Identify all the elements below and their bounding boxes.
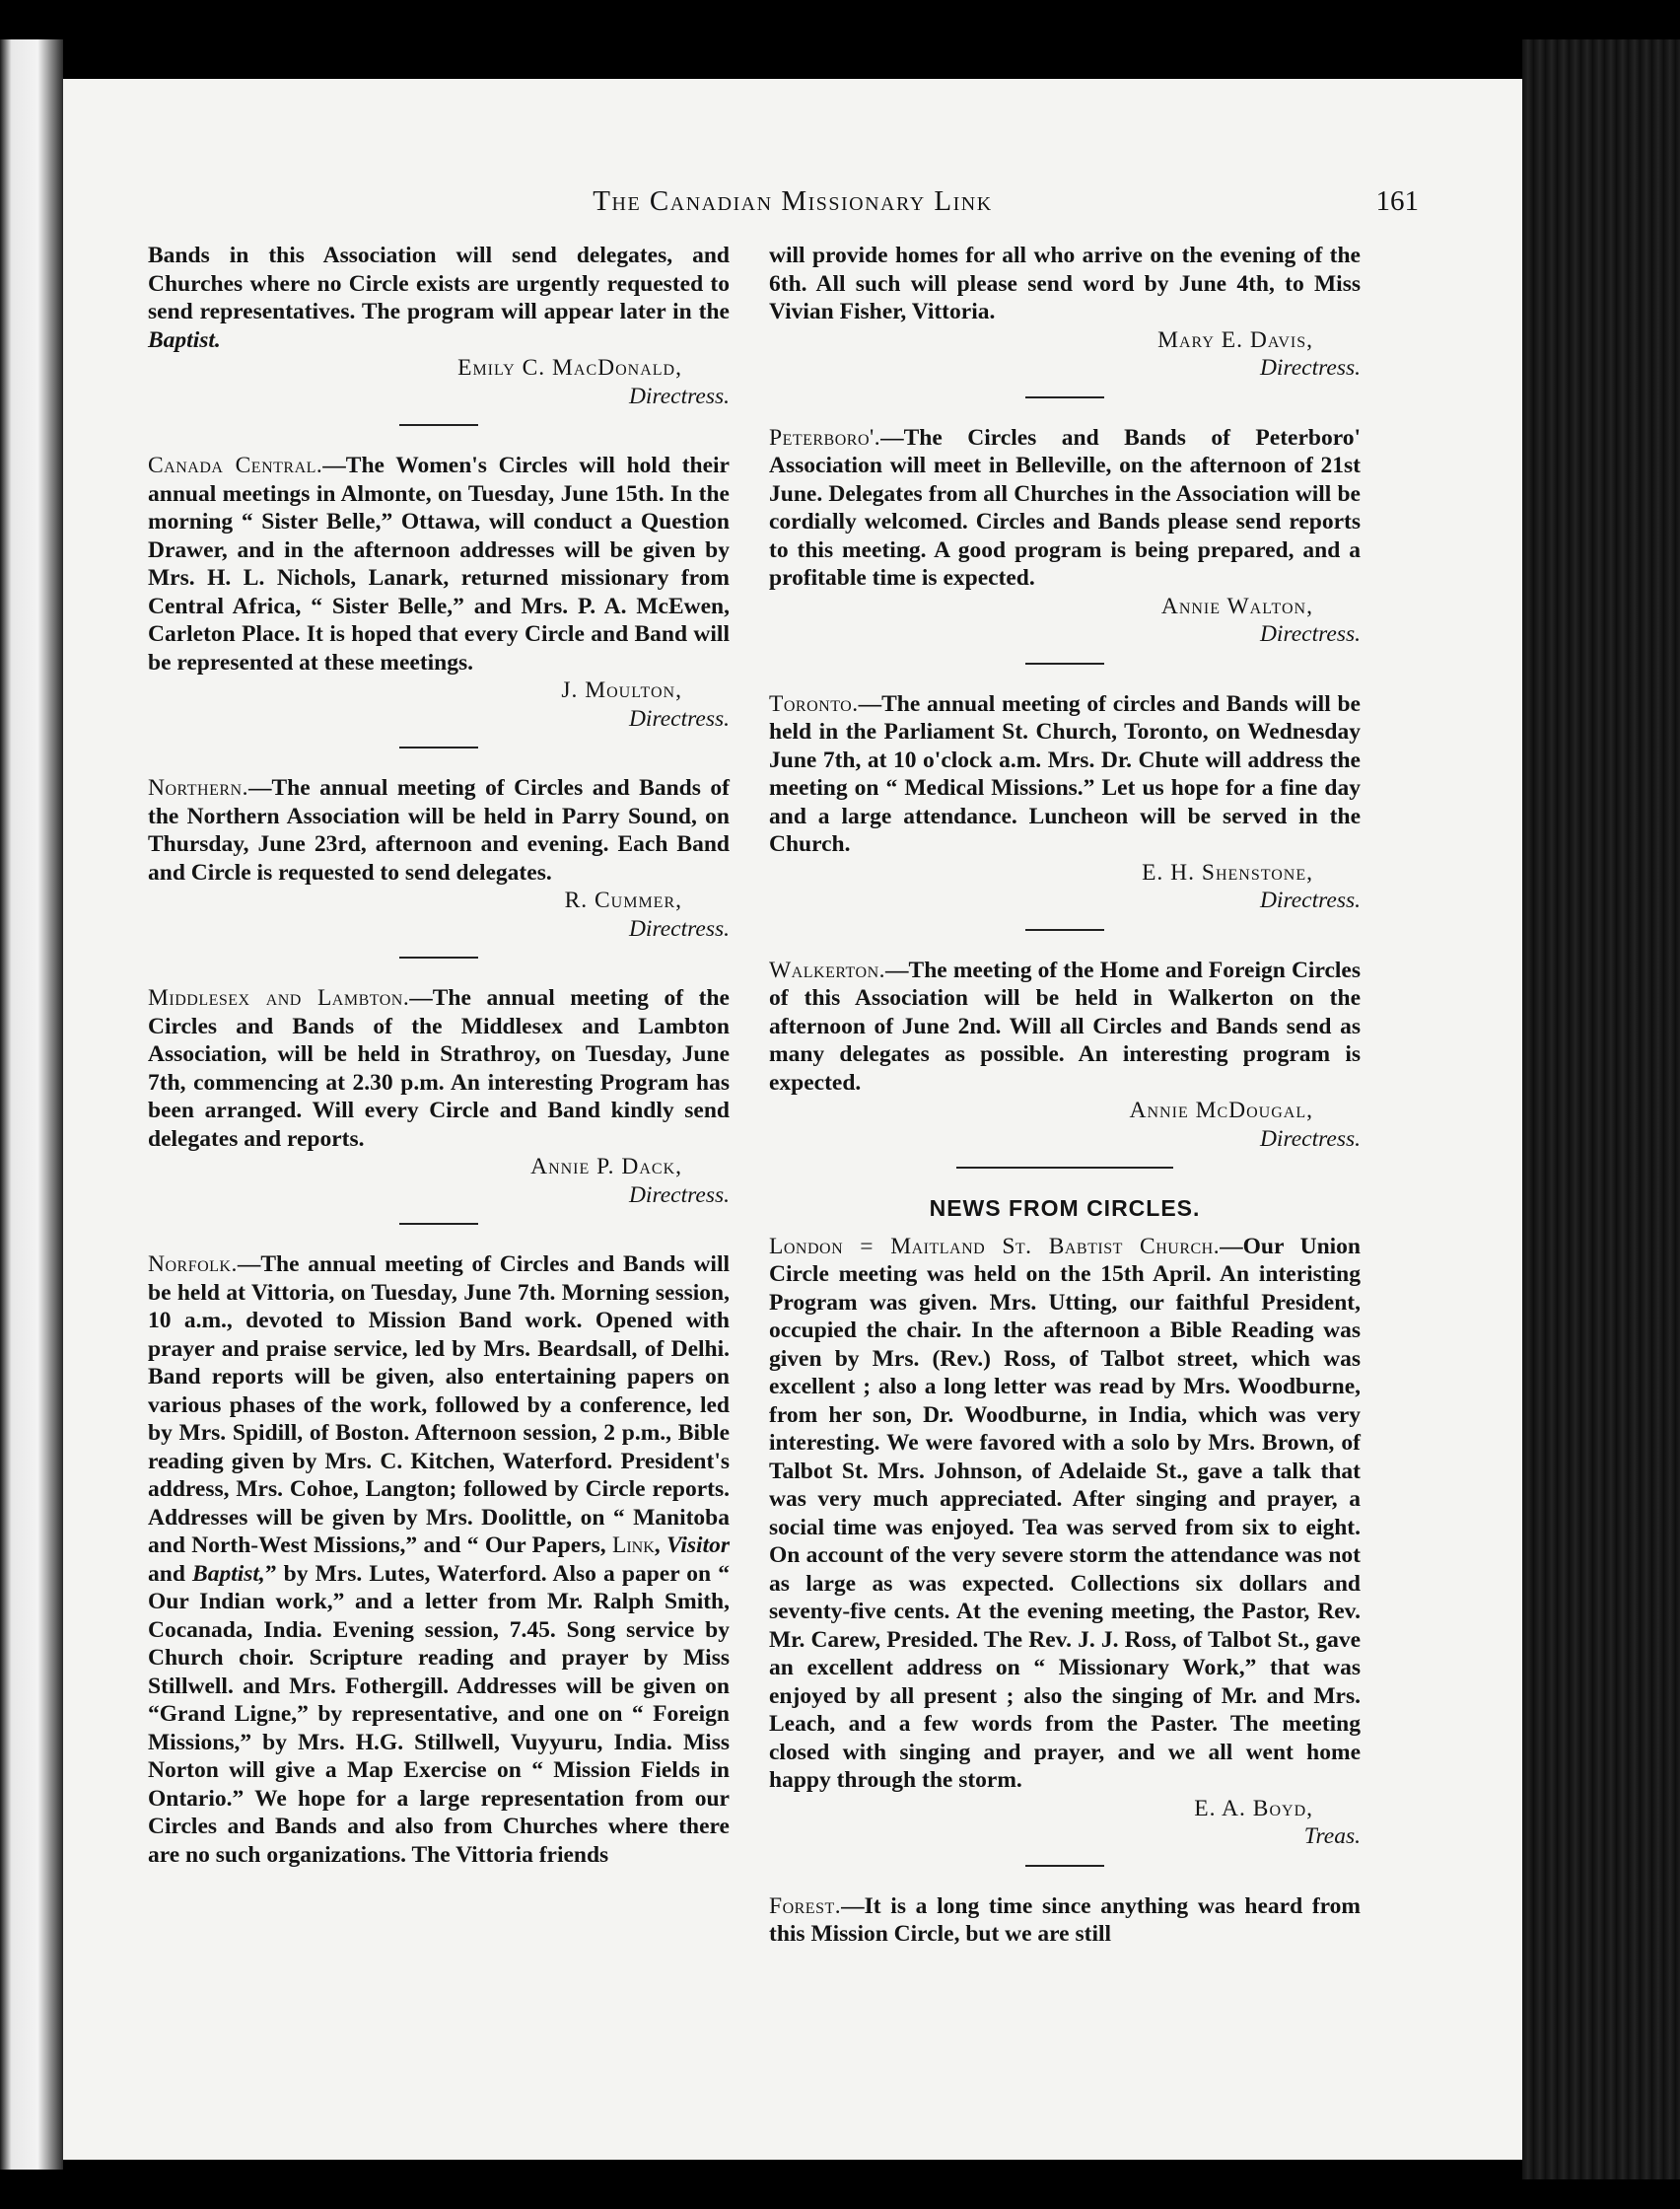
article-norfolk — [148, 1250, 730, 1869]
signature — [769, 859, 1361, 915]
signature-name: J. Moulton, — [561, 677, 682, 703]
article-london-maitland — [769, 1233, 1361, 1851]
magazine-page — [63, 79, 1522, 2160]
signature-role: Directress. — [1259, 888, 1361, 913]
divider-rule — [1025, 1865, 1104, 1867]
article-lead: Canada Central. — [148, 453, 323, 478]
signature-name: Annie P. Dack, — [530, 1154, 682, 1179]
signature-name: E. H. Shenstone, — [1142, 859, 1313, 886]
article-lead: Forest. — [769, 1892, 842, 1919]
article-canada-central — [148, 452, 730, 733]
signature-role: Directress. — [628, 383, 730, 409]
signature-name: Emily C. MacDonald, — [457, 355, 682, 381]
article-lead: Norfolk. — [148, 1251, 238, 1277]
page-number: 161 — [1375, 185, 1419, 217]
divider-rule — [1025, 396, 1104, 398]
signature-role: Directress. — [1259, 355, 1361, 381]
signature — [148, 677, 730, 733]
emphasis-text: Baptist. — [148, 326, 221, 353]
article-lead: Middlesex and Lambton. — [148, 985, 410, 1011]
paragraph — [148, 242, 730, 354]
section-heading: NEWS FROM CIRCLES. — [929, 1195, 1201, 1221]
article-middlesex-lambton — [148, 984, 730, 1209]
article-continued — [148, 242, 730, 410]
paragraph — [148, 984, 730, 1153]
paragraph-text: —Our Union Circle meeting was held on the 15th April. An interisting Program was given. Mrs. Utting, our faithful President, occupied the chair. In the afternoon a Bible Reading was given by Mrs. (Rev.) Ross, of Talbot street, which was excellent ; also a long letter was read by Mrs. Woodburne, from her son, Dr. Woodburne, in India, which was very interesting. We were favored with a solo by Mrs. Brown, of Talbot St. Mrs. Johnson, of Adelaide St., gave a talk that was very much appreciated. After singing and prayer, a social time was enjoyed. Tea was served from six to eight. On account of the very severe storm the attendance was not as large as was expected. Collections six dollars and seventy-five cents. At the evening meeting, the Pastor, Rev. Mr. Carew, Presided. The Rev. J. J. Ross, of Talbot St., gave an excellent address on “ Missionary Work,” that was enjoyed by all present ; also the singing of Mr. and Mrs. Leach, and a few words from the Paster. The meeting closed with singing and prayer, and we all went home happy through the storm. — [769, 1233, 1361, 1793]
divider-rule — [956, 1167, 1173, 1169]
signature-role: Directress. — [628, 705, 730, 732]
running-head: The Canadian Missionary Link — [593, 185, 993, 217]
paragraph-text: , — [654, 1532, 666, 1558]
paragraph-text: —It is a long time since anything was heard from this Mission Circle, but we are still — [769, 1892, 1361, 1947]
signature — [769, 326, 1361, 383]
book-gutter-left — [0, 39, 63, 2170]
paragraph — [148, 1250, 730, 1869]
paragraph — [769, 242, 1361, 326]
paragraph-text: —The meeting of the Home and Foreign Circles of this Association will be held in Walkerton on the afternoon of June 2nd. Will all Circles and Bands send as many delegates as possible. An interesting program is expected. — [769, 957, 1361, 1096]
signature-role: Directress. — [628, 915, 730, 942]
article-forest — [769, 1892, 1361, 1949]
signature — [769, 593, 1361, 649]
signature-name: E. A. Boyd, — [1194, 1795, 1313, 1821]
paragraph-text: —The Women's Circles will hold their annual meetings in Almonte, on Tuesday, June 15th. In the morning “ Sister Belle,” Ottawa, will conduct a Question Drawer, and in the afternoon addresses will be given by Mrs. H. L. Nichols, Lanark, returned missionary from Central Africa, “ Sister Belle,” and Mrs. P. A. McEwen, Carleton Place. It is hoped that every Circle and Band will be represented at these meetings. — [148, 453, 730, 676]
book-page-stack-right — [1522, 39, 1680, 2179]
paragraph — [148, 774, 730, 887]
signature-name: Annie Walton, — [1160, 593, 1313, 619]
paragraph-text: will provide homes for all who arrive on the evening of the 6th. All such will please send word by June 4th, to Miss Vivian Fisher, Vittoria. — [769, 243, 1361, 324]
emphasis-text: Baptist, — [192, 1560, 265, 1587]
signature — [769, 1097, 1361, 1153]
article-northern — [148, 774, 730, 943]
signature-role: Directress. — [1259, 1125, 1361, 1152]
paragraph-text: and — [148, 1560, 193, 1587]
left-column — [148, 242, 730, 1875]
signature-role: Directress. — [628, 1181, 730, 1208]
signature-name: Mary E. Davis, — [1157, 326, 1313, 353]
signature-role: Directress. — [1259, 621, 1361, 647]
divider-rule — [399, 424, 478, 426]
paragraph-text: —The annual meeting of Circles and Bands will be held at Vittoria, on Tuesday, June 7th. Morning session, 10 a.m., devoted to Mission Band work. Opened with prayer and praise service, led by Mrs. Beardsall, of Delhi. Band reports will be given, also entertaining papers on various phases of the work, followed by a conference, led by Mrs. Spidill, of Boston. Afternoon session, 2 p.m., Bible reading given by Mrs. C. Kitchen, Waterford. President's address, Mrs. Cohoe, Langton; followed by Circle reports. Addresses will be given by Mrs. Doolittle, on “ Manitoba and North-West Missions,” and “ Our Papers, — [148, 1251, 730, 1558]
paragraph-text: ” by Mrs. Lutes, Waterford. Also a paper on “ Our Indian work,” and a letter from Mr. Ralph Smith, Cocanada, India. Evening session, 7.45. Song service by Church choir. Scripture reading and prayer by Miss Stillwell. and Mrs. Fothergill. Addresses will be given on “Grand Ligne,” by representative, and one on “ Foreign Missions,” by Mrs. H.G. Stillwell, Vuyyuru, India. Miss Norton will give a Map Exercise on “ Mission Fields in Ontario.” We hope for a large representation from our Circles and Bands and also from Churches where there are no such organizations. The Vittoria friends — [148, 1560, 730, 1868]
paragraph — [769, 1892, 1361, 1949]
signature — [148, 887, 730, 943]
signature — [769, 1795, 1361, 1851]
signature-name: Annie McDougal, — [1129, 1098, 1313, 1123]
article-norfolk-continued — [769, 242, 1361, 383]
paragraph-text: Bands in this Association will send delegates, and Churches where no Circle exists are urgently requested to send representatives. The program will appear later in the — [148, 243, 730, 324]
article-lead: London = Maitland St. Babtist Church. — [769, 1233, 1221, 1259]
divider-rule — [399, 747, 478, 748]
paragraph-text: —The Circles and Bands of Peterboro' Association will meet in Belleville, on the afternoon of 21st June. Delegates from all Churches in the Association will be cordially welcomed. Circles and Bands please send reports to this meeting. A good program is being prepared, and a profitable time is expected. — [769, 424, 1361, 591]
divider-rule — [1025, 663, 1104, 665]
emphasis-text: Visitor — [666, 1532, 731, 1558]
signature — [148, 354, 730, 410]
paragraph — [148, 452, 730, 677]
signature-role: Treas. — [1303, 1823, 1361, 1849]
article-lead: Toronto. — [769, 690, 859, 717]
paragraph — [769, 690, 1361, 859]
link-magazine-name: Link — [611, 1532, 655, 1558]
paragraph — [769, 424, 1361, 593]
paragraph — [769, 957, 1361, 1098]
paragraph-text: —The annual meeting of circles and Bands will be held in the Parliament St. Church, Toronto, on Wednesday June 7th, at 10 o'clock a.m. Mrs. Dr. Chute will address the meeting on “ Medical Missions.” Let us hope for a fine day and a large attendance. Luncheon will be served in the Church. — [769, 690, 1361, 857]
paragraph-text: —The annual meeting of the Circles and Bands of the Middlesex and Lambton Association, will be held in Strathroy, on Tuesday, June 7th, commencing at 2.30 p.m. An interesting Program has been arranged. Will every Circle and Band kindly send delegates and reports. — [148, 985, 730, 1152]
article-lead: Peterboro'. — [769, 424, 881, 451]
article-peterboro — [769, 424, 1361, 649]
signature-name: R. Cummer, — [564, 888, 682, 913]
article-lead: Walkerton. — [769, 957, 886, 983]
article-lead: Northern. — [148, 775, 248, 801]
divider-rule — [399, 957, 478, 959]
signature — [148, 1153, 730, 1209]
divider-rule — [1025, 929, 1104, 931]
divider-rule — [399, 1223, 478, 1225]
article-toronto — [769, 690, 1361, 915]
paragraph-text: —The annual meeting of Circles and Bands of the Northern Association will be held in Parry Sound, on Thursday, June 23rd, afternoon and evening. Each Band and Circle is requested to send delegates. — [148, 775, 730, 886]
paragraph — [769, 1233, 1361, 1795]
article-walkerton — [769, 957, 1361, 1154]
right-column — [769, 242, 1361, 1955]
